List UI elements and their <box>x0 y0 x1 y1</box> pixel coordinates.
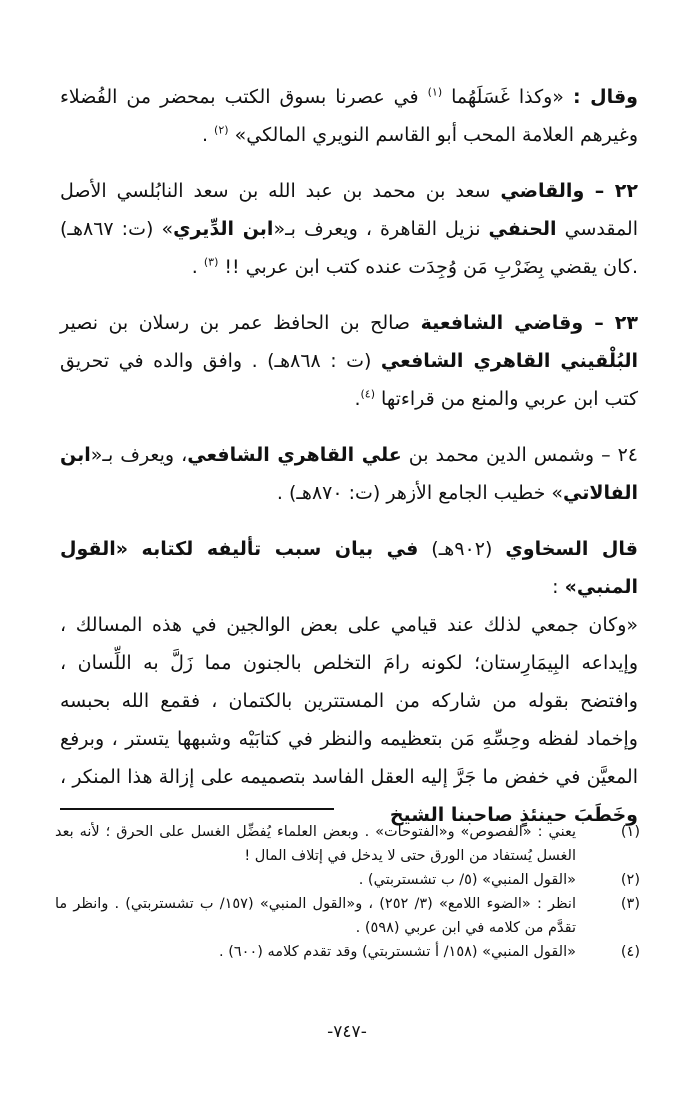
footnote-number: (٣) <box>620 896 640 912</box>
bold-segment: الحنفي <box>488 218 557 240</box>
bold-segment: وخَطَبَ حينئذٍ صاحبنا الشيخ <box>389 804 638 826</box>
footnote-ref: (٢) <box>214 123 229 137</box>
text-segment: » خطيب الجامع الأزهر (ت: ٨٧٠هـ) . <box>276 482 564 504</box>
text-segment: «وكان جمعي لذلك عند قيامي على بعض الوالجين في هذه المسالك ، وإيداعه البِيمَارِستان؛ لكونه رامَ التخلص بالجنون مما زَلَّ به اللِّسان ، وافتضح بقوله من شاركه من المستترين بالكتمان ، فقمع الله بحبسه وإخماد لفظه وحِسِّهِ مَن بتعظيمه والنظر في كتابَيْه وشبهها يتستر ، وبرفع المعيَّن في خفض ما جَرَّ إليه العقل الفاسد بتصميمه على إزالة هذا المنكر ، <box>60 614 638 788</box>
text-segment: ٢٤ – وشمس الدين محمد بن <box>401 444 639 466</box>
footnote-text: «القول المنبي» (٥/ ب تشستربتي) . <box>358 872 576 888</box>
text-segment: «وكذا غَسَلَهُما <box>442 86 573 108</box>
paragraph-entry-23 <box>60 304 638 418</box>
text-segment: : <box>552 576 565 598</box>
text-segment: (٩٠٢هـ) <box>418 538 506 560</box>
footnote-ref: (١) <box>427 85 443 99</box>
bold-segment: علي القاهري الشافعي <box>187 444 402 466</box>
bold-segment: ابن الدِّيري <box>173 218 274 240</box>
text-segment: في عصرنا بسوق الكتب بمحضر من الفُضلاء وغيرهم العلامة المحب أبو القاسم النويري المالكي» <box>60 86 638 146</box>
paragraph-entry-22 <box>60 172 638 286</box>
text-segment: ، ويعرف بـ« <box>90 444 188 466</box>
bold-segment: في بيان سبب تأليفه لكتابه «القول المنبي» <box>60 538 638 598</box>
text-segment: نزيل القاهرة ، ويعرف بـ« <box>273 218 489 240</box>
text-segment: صالح بن الحافظ عمر بن رسلان بن نصير <box>60 312 421 334</box>
footnote-item <box>55 820 640 868</box>
main-text <box>60 78 638 834</box>
bold-segment: البُلْقيني القاهري الشافعي <box>380 350 638 372</box>
text-segment: . <box>201 124 215 146</box>
entry-lead: ٢٢ – والقاضي <box>500 180 638 202</box>
entry-lead: ٢٣ – وقاضي الشافعية <box>420 312 638 334</box>
text-segment: . <box>191 256 204 278</box>
footnote-text: يعني : «الفصوص» و«الفتوحات» . وبعض العلماء يُفضِّل الغسل على الحرق ؛ لأنه بعد الغسل يُستفاد من الورق حتى لا يدخل في إتلاف المال ! <box>55 824 576 864</box>
footnote-item <box>55 892 640 940</box>
footnote-text: انظر : «الضوء اللامع» (٣/ ٢٥٢) ، و«القول المنبي» (١٥٧/ ب تشستربتي) . وانظر ما تقدَّم من كلامه في ابن عربي (٥٩٨) . <box>55 896 576 936</box>
footnote-number: (١) <box>620 824 640 840</box>
paragraph-quote-1 <box>60 78 638 154</box>
footnotes <box>55 820 640 964</box>
footnote-number: (٢) <box>620 872 640 888</box>
paragraph-sakhawi-quote <box>60 606 638 834</box>
footnote-item <box>55 868 640 892</box>
page-number: -٧٤٧- <box>327 1022 367 1042</box>
footnote-ref: (٣) <box>203 255 219 269</box>
paragraph-sakhawi-intro <box>60 530 638 606</box>
footnote-number: (٤) <box>620 944 640 960</box>
text-segment: » (ت: ٨٦٧هـ) .كان يقضي بِضَرْبِ مَن وُجِدَت عنده كتب ابن عربي !! <box>60 218 638 278</box>
footnote-divider <box>60 808 334 810</box>
footnote-ref: (٤) <box>360 387 376 401</box>
paragraph-entry-24 <box>60 436 638 512</box>
footnote-item <box>55 940 640 964</box>
text-segment: . <box>354 388 361 410</box>
bold-segment: قال السخاوي <box>505 538 638 560</box>
bold-segment: ابن الفالاتي <box>60 444 638 504</box>
speaker-label: وقال : <box>572 86 638 108</box>
text-segment: (ت : ٨٦٨هـ) . وافق والده في تحريق كتب ابن عربي والمنع من قراءتها <box>60 350 638 410</box>
text-segment: سعد بن محمد بن عبد الله بن سعد النابُلسي الأصل المقدسي <box>60 180 638 240</box>
footnote-text: «القول المنبي» (١٥٨/ أ تشستربتي) وقد تقدم كلامه (٦٠٠) . <box>219 944 576 960</box>
